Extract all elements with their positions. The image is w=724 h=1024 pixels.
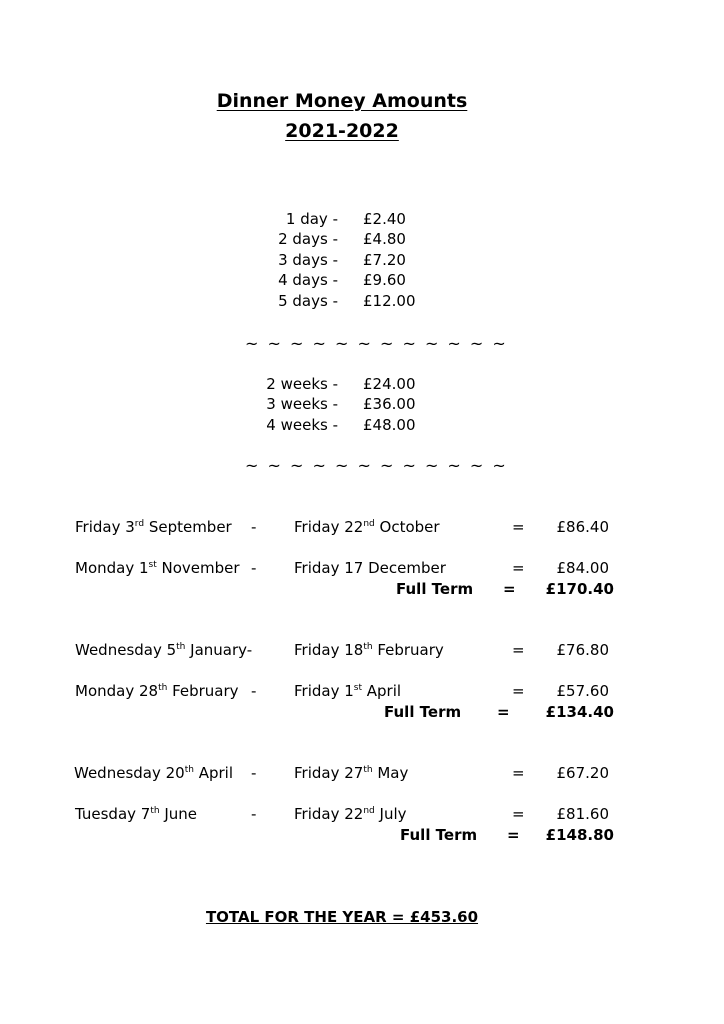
period-end-date: Friday 27th May [294,764,409,782]
rate-row [0,209,724,229]
rate-row [0,250,724,270]
period-start-date: Monday 28th February [75,682,239,700]
equals-sign: = [512,764,525,782]
page-title: Dinner Money Amounts [216,90,468,112]
equals-sign: = [497,703,510,721]
term-period-row [0,764,724,786]
period-amount: £86.40 [556,518,609,536]
equals-sign: = [512,518,525,536]
rate-amount: £36.00 [363,395,416,414]
full-term-label: Full Term [384,703,462,721]
daily-rates-list [0,209,724,311]
rate-label: 3 weeks - [266,395,338,414]
term-period-row [0,682,724,704]
rate-row [0,394,724,414]
period-amount: £57.60 [556,682,609,700]
period-start-date: Tuesday 7th June [75,805,198,823]
rate-amount: £2.40 [363,210,406,228]
equals-sign: = [512,559,525,577]
equals-sign: = [503,580,516,598]
rate-amount: £24.00 [363,375,416,393]
period-dash: - [251,559,257,577]
period-end-date: Friday 22nd October [294,518,440,536]
rate-label: 1 day - [285,210,338,228]
rate-amount: £48.00 [363,415,416,434]
period-amount: £81.60 [556,805,609,823]
rate-amount: £12.00 [363,291,416,310]
full-term-label: Full Term [396,580,474,598]
full-term-amount: £134.40 [545,703,614,721]
period-amount: £84.00 [556,559,609,577]
weekly-rates-list [0,374,724,435]
tilde-separator: ~ ~ ~ ~ ~ ~ ~ ~ ~ ~ ~ ~ [245,456,508,475]
year-total: TOTAL FOR THE YEAR = £453.60 [205,908,479,926]
rate-amount: £4.80 [363,230,406,249]
equals-sign: = [507,826,520,844]
rate-label: 2 weeks - [266,375,338,393]
rate-row [0,229,724,249]
period-dash: - [251,764,257,782]
equals-sign: = [512,682,525,700]
period-start-date: Friday 3rd September [75,518,232,536]
equals-sign: = [512,805,525,823]
rate-row [0,291,724,311]
full-term-label: Full Term [400,826,478,844]
rate-label: 2 days - [278,230,338,249]
rate-row [0,415,724,435]
period-start-date: Wednesday 20th April [74,764,233,782]
full-term-amount: £170.40 [545,580,614,598]
period-dash: - [251,682,257,700]
period-amount: £76.80 [556,641,609,659]
rate-row [0,270,724,290]
period-start-date: Monday 1st November [75,559,240,577]
page-subtitle-year: 2021-2022 [285,120,399,142]
period-end-date: Friday 1st April [294,682,402,700]
period-dash: - [251,805,257,823]
period-amount: £67.20 [556,764,609,782]
rate-label: 5 days - [278,291,338,310]
period-end-date: Friday 17 December [294,559,446,577]
tilde-separator: ~ ~ ~ ~ ~ ~ ~ ~ ~ ~ ~ ~ [245,334,508,353]
full-term-amount: £148.80 [545,826,614,844]
period-start-date: Wednesday 5th January- [75,641,253,659]
term-period-row [0,518,724,540]
equals-sign: = [512,641,525,659]
rate-label: 4 days - [278,271,338,290]
term-period-row [0,805,724,827]
rate-amount: £7.20 [363,250,406,269]
period-end-date: Friday 22nd July [294,805,407,823]
term-period-row [0,641,724,663]
rate-label: 4 weeks - [266,415,338,434]
rate-row [0,374,724,394]
rate-amount: £9.60 [363,271,406,290]
period-dash: - [251,518,257,536]
period-end-date: Friday 18th February [294,641,444,659]
term-period-row [0,559,724,581]
rate-label: 3 days - [278,250,338,269]
